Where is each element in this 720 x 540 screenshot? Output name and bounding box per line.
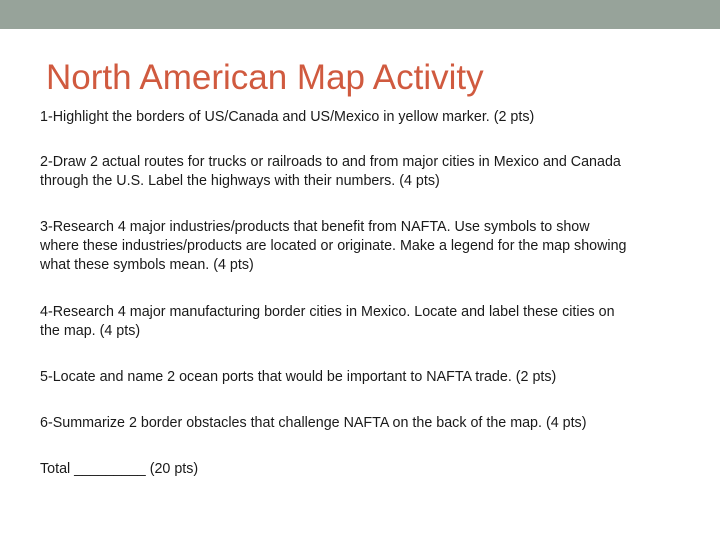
activity-item-5: 5-Locate and name 2 ocean ports that would be important to NAFTA trade. (2 pts) [40,369,557,385]
activity-item-6: 6-Summarize 2 border obstacles that challenge NAFTA on the back of the map. (4 pts) [40,415,587,431]
total-points-line: Total _________ (20 pts) [40,461,199,477]
activity-item-1: 1-Highlight the borders of US/Canada and US/Mexico in yellow marker. (2 pts) [40,109,535,125]
activity-item-4: 4-Research 4 major manufacturing border cities in Mexico. Locate and label these cities on the map. (4 pts) [40,304,615,339]
top-bar [0,0,720,29]
slide-title: North American Map Activity [46,58,484,97]
activity-item-3: 3-Research 4 major industries/products that benefit from NAFTA. Use symbols to show where these industries/products are located or originate. Make a legend for the map showing what these symbols mean. (4 pts) [40,219,627,273]
activity-item-2: 2-Draw 2 actual routes for trucks or railroads to and from major cities in Mexico and Canada through the U.S. Label the highways with their numbers. (4 pts) [40,154,621,189]
